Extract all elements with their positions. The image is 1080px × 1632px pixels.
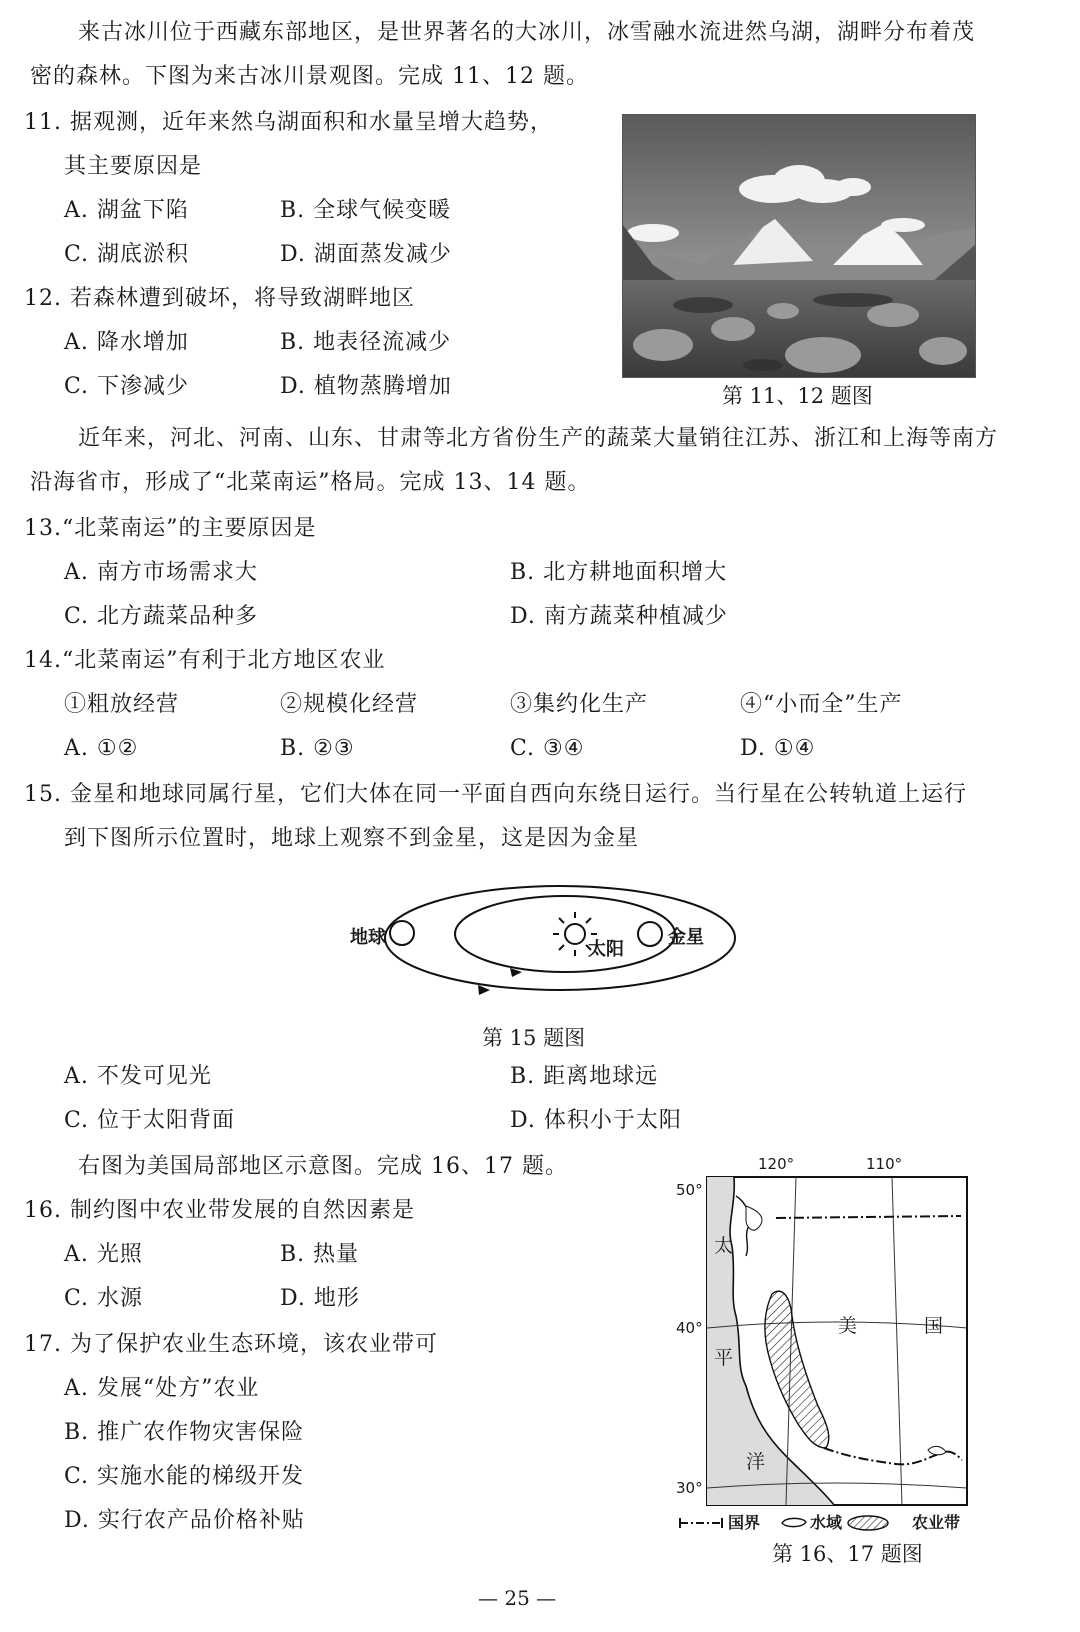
- q11-stem-line-2: 其主要原因是: [64, 154, 203, 179]
- sun-label: 太阳: [588, 939, 624, 960]
- q12-option-a: A. 降水增加: [64, 330, 189, 355]
- q12-stem: 12. 若森林遭到破坏，将导致湖畔地区: [24, 286, 415, 311]
- venus-symbol: [638, 922, 662, 946]
- q12-option-c: C. 下渗减少: [64, 374, 190, 399]
- longitude-110-label: 110°: [866, 1155, 903, 1173]
- legend-agri-label: 农业带: [912, 1513, 961, 1532]
- q14-option-a: A. ①②: [64, 736, 139, 761]
- q11-option-d: D. 湖面蒸发减少: [280, 242, 452, 267]
- intro-paragraph-1-line-2: 密的森林。下图为来古冰川景观图。完成 11、12 题。: [30, 64, 589, 89]
- intro-paragraph-1-line-1: 来古冰川位于西藏东部地区，是世界著名的大冰川，冰雪融水流进然乌湖，湖畔分布着茂: [78, 20, 976, 45]
- figure-11-12-caption: 第 11、12 题图: [722, 384, 873, 408]
- q14-option-c: C. ③④: [510, 736, 585, 761]
- ocean-label-ping: 平: [714, 1347, 734, 1369]
- q13-option-c: C. 北方蔬菜品种多: [64, 604, 259, 629]
- q13-option-a: A. 南方市场需求大: [64, 560, 258, 585]
- q13-option-d: D. 南方蔬菜种植减少: [510, 604, 728, 629]
- q15-option-d: D. 体积小于太阳: [510, 1108, 682, 1133]
- q16-option-a: A. 光照: [64, 1242, 143, 1267]
- legend-water-label: 水域: [810, 1513, 843, 1532]
- q11-option-c: C. 湖底淤积: [64, 242, 190, 267]
- q14-item-3: ③集约化生产: [510, 692, 649, 717]
- q17-option-a: A. 发展“处方”农业: [64, 1376, 260, 1401]
- glacier-landscape-photo: [622, 114, 976, 378]
- q13-option-b: B. 北方耕地面积增大: [510, 560, 728, 585]
- figure-16-17-caption: 第 16、17 题图: [772, 1542, 923, 1566]
- q16-stem: 16. 制约图中农业带发展的自然因素是: [24, 1198, 415, 1223]
- q14-item-2: ②规模化经营: [280, 692, 419, 717]
- q17-option-b: B. 推广农作物灾害保险: [64, 1420, 305, 1445]
- q12-option-b: B. 地表径流减少: [280, 330, 452, 355]
- q16-option-b: B. 热量: [280, 1242, 360, 1267]
- ocean-label-tai: 太: [714, 1235, 734, 1257]
- q11-stem-line-1: 11. 据观测，近年来然乌湖面积和水量呈增大趋势，: [24, 110, 553, 135]
- intro-paragraph-2-line-2: 沿海省市，形成了“北菜南运”格局。完成 13、14 题。: [30, 470, 591, 495]
- q14-option-b: B. ②③: [280, 736, 355, 761]
- q14-option-d: D. ①④: [740, 736, 816, 761]
- figure-15-caption: 第 15 题图: [482, 1026, 586, 1050]
- q17-option-d: D. 实行农产品价格补贴: [64, 1508, 305, 1533]
- q15-stem-line-1: 15. 金星和地球同属行星，它们大体在同一平面自西向东绕日运行。当行星在公转轨道上运行: [24, 782, 967, 807]
- latitude-30-label: 30°: [676, 1479, 703, 1497]
- legend-water-symbol: [782, 1518, 806, 1526]
- q16-option-d: D. 地形: [280, 1286, 360, 1311]
- q15-option-c: C. 位于太阳背面: [64, 1108, 236, 1133]
- q16-option-c: C. 水源: [64, 1286, 144, 1311]
- q14-stem: 14.“北菜南运”有利于北方地区农业: [24, 648, 386, 673]
- country-label-mei: 美: [838, 1315, 858, 1337]
- q14-item-1: ①粗放经营: [64, 692, 180, 717]
- intro-paragraph-3: 右图为美国局部地区示意图。完成 16、17 题。: [78, 1154, 568, 1179]
- q12-option-d: D. 植物蒸腾增加: [280, 374, 452, 399]
- q14-item-4: ④“小而全”生产: [740, 692, 903, 717]
- q11-option-a: A. 湖盆下陷: [64, 198, 189, 223]
- earth-symbol: [390, 921, 414, 945]
- q11-option-b: B. 全球气候变暖: [280, 198, 452, 223]
- page-number: — 25 —: [478, 1586, 557, 1610]
- legend-border-label: 国界: [728, 1513, 761, 1532]
- venus-label: 金星: [668, 927, 704, 948]
- country-label-guo: 国: [924, 1315, 944, 1337]
- q17-stem: 17. 为了保护农业生态环境，该农业带可: [24, 1332, 438, 1357]
- q15-option-b: B. 距离地球远: [510, 1064, 659, 1089]
- ocean-label-yang: 洋: [746, 1451, 766, 1473]
- q17-option-c: C. 实施水能的梯级开发: [64, 1464, 305, 1489]
- latitude-50-label: 50°: [676, 1181, 703, 1199]
- legend-agri-symbol: [848, 1516, 888, 1530]
- q15-option-a: A. 不发可见光: [64, 1064, 212, 1089]
- q15-stem-line-2: 到下图所示位置时，地球上观察不到金星，这是因为金星: [64, 826, 640, 851]
- longitude-120-label: 120°: [758, 1155, 795, 1173]
- latitude-40-label: 40°: [676, 1319, 703, 1337]
- q13-stem: 13.“北菜南运”的主要原因是: [24, 516, 317, 541]
- earth-label: 地球: [350, 927, 386, 948]
- intro-paragraph-2-line-1: 近年来，河北、河南、山东、甘肃等北方省份生产的蔬菜大量销往江苏、浙江和上海等南方: [78, 426, 999, 451]
